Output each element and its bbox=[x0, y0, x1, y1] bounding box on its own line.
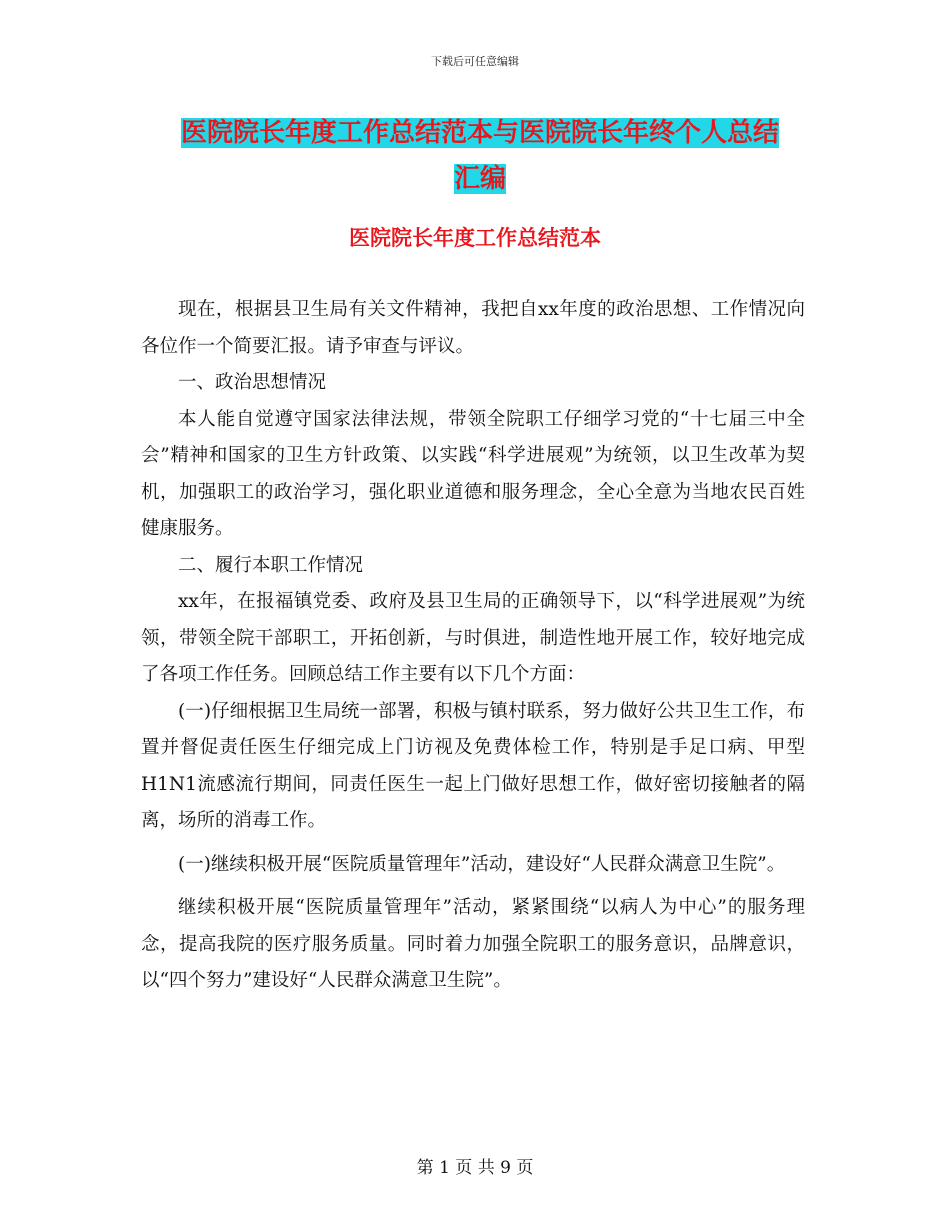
paragraph-intro: 现在，根据县卫生局有关文件精神，我把自xx年度的政治思想、工作情况向各位作一个简要汇报。请予审查与评议。 bbox=[141, 299, 805, 357]
paragraph-duties: xx年，在报福镇党委、政府及县卫生局的正确领导下，以“科学进展观”为统领，带领全院干部职工，开拓创新，与时俱进，制造性地开展工作，较好地完成了各项工作任务。回顾总结工作主要有以下几个方面： bbox=[141, 591, 805, 685]
header-note: 下载后可任意编辑 bbox=[431, 55, 519, 68]
title-line-1: 医院院长年度工作总结范本与医院院长年终个人总结 bbox=[180, 118, 779, 148]
paragraph-political: 本人能自觉遵守国家法律法规，带领全院职工仔细学习党的“十七届三中全会”精神和国家的卫生方针政策、以实践“科学进展观”为统领，以卫生改革为契机，加强职工的政治学习，强化职业道德和服务理念，全心全意为当地农民百姓健康服务。 bbox=[141, 408, 805, 539]
document-title bbox=[140, 110, 820, 202]
heading-political: 一、政治思想情况 bbox=[178, 372, 327, 393]
page-number: 第 1 页 共 9 页 bbox=[416, 1158, 534, 1178]
paragraph-service: 继续积极开展“医院质量管理年”活动，紧紧围绕“以病人为中心”的服务理念，提高我院的医疗服务质量。同时着力加强全院职工的服务意识，品牌意识，以“四个努力”建设好“人民群众满意卫生院”。 bbox=[141, 897, 805, 991]
title-line-2: 汇编 bbox=[453, 164, 506, 194]
section-title: 医院院长年度工作总结范本 bbox=[349, 225, 601, 250]
document-body bbox=[141, 292, 805, 1000]
heading-duties: 二、履行本职工作情况 bbox=[178, 554, 364, 576]
paragraph-public-health: (一)仔细根据卫生局统一部署，积极与镇村联系，努力做好公共卫生工作，布置并督促责任医生仔细完成上门访视及免费体检工作，特别是手足口病、甲型H1N1流感流行期间，同责任医生一起上门做好思想工作，做好密切接触者的隔离，场所的消毒工作。 bbox=[141, 700, 805, 831]
paragraph-quality-year: (一)继续积极开展“医院质量管理年”活动，建设好“人民群众满意卫生院”。 bbox=[178, 853, 786, 875]
